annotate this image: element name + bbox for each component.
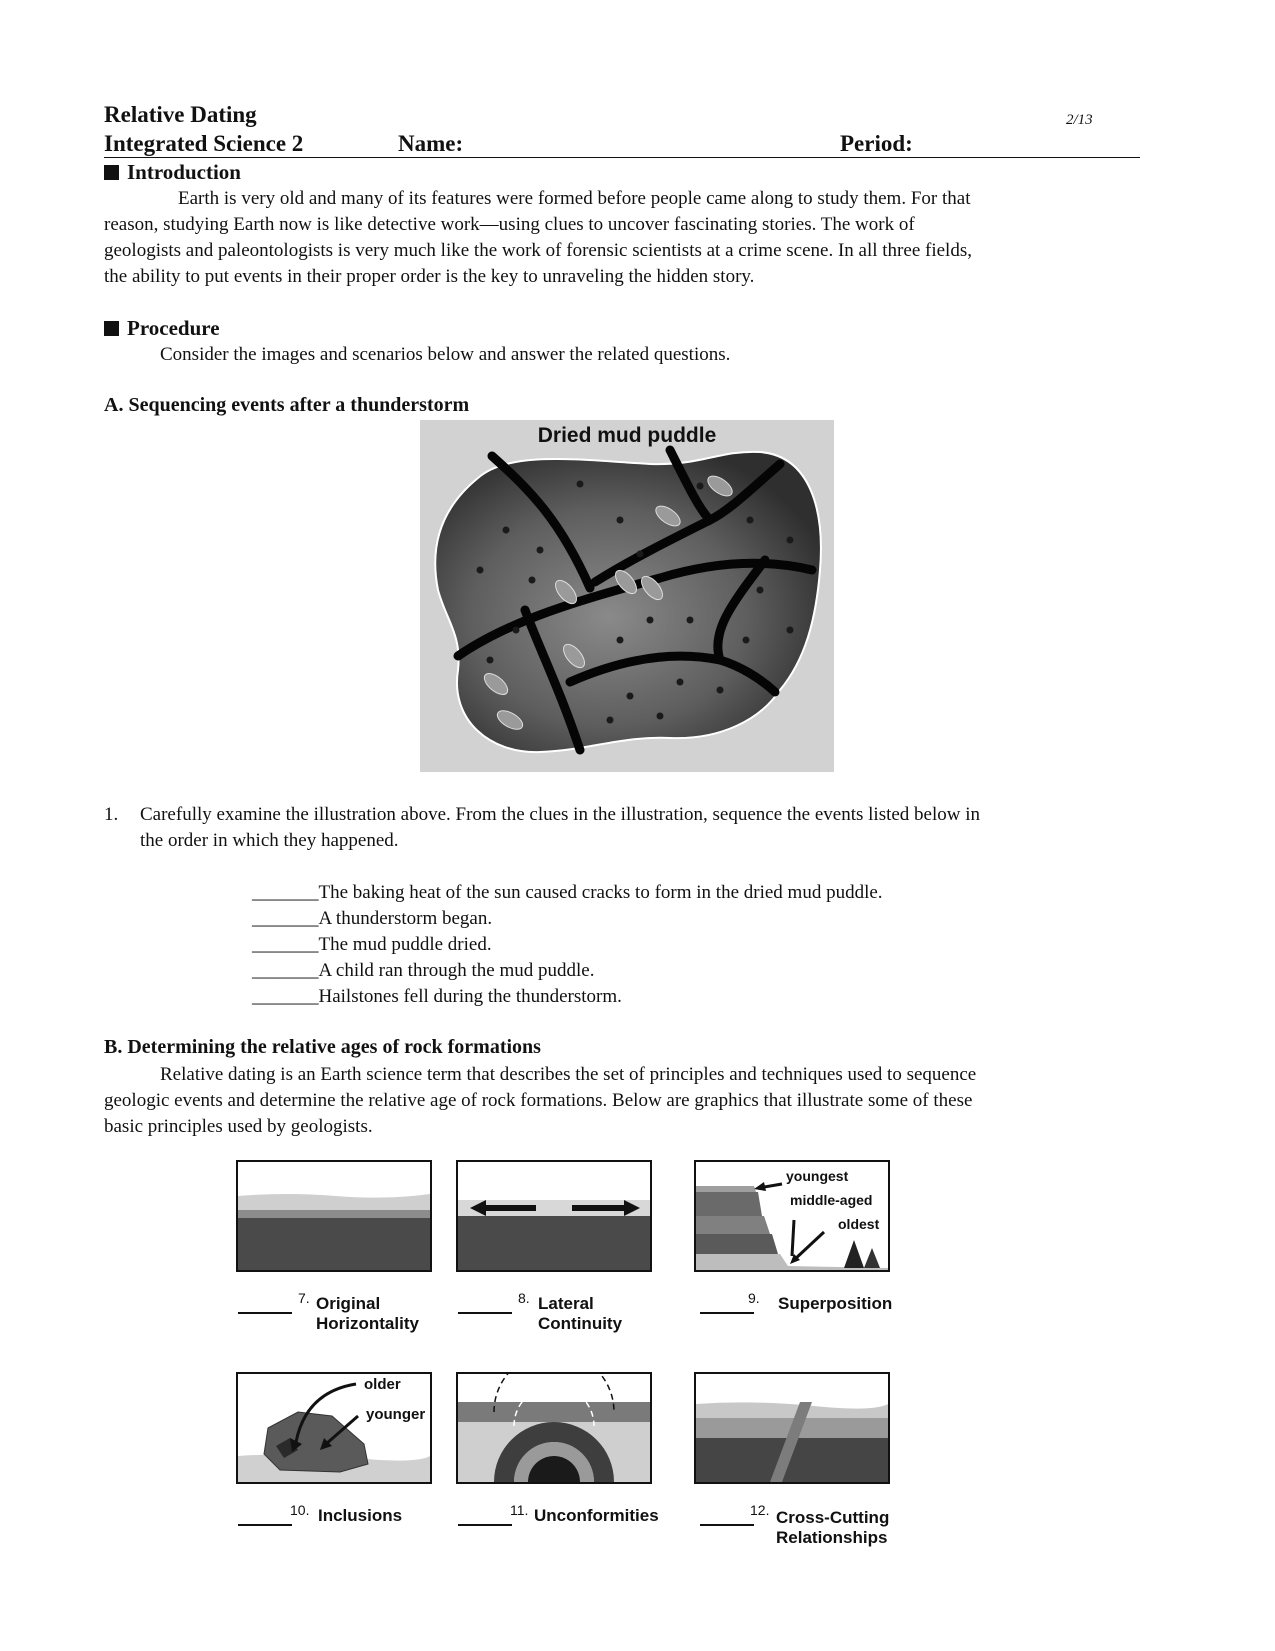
principle-12-label-2: Relationships <box>776 1528 888 1547</box>
older-annotation: older <box>364 1376 401 1393</box>
procedure-heading: Procedure <box>104 316 220 341</box>
intro-line-2: reason, studying Earth now is like detective work—using clues to uncover fascinating stories. The work of <box>104 214 915 235</box>
answer-blank-9[interactable] <box>700 1312 754 1314</box>
answer-blank-11[interactable] <box>458 1524 512 1526</box>
answer-blank-10[interactable] <box>238 1524 292 1526</box>
principle-12-number: 12. <box>750 1502 770 1518</box>
period-label: Period: <box>840 131 913 156</box>
principle-8-label-1: Lateral <box>538 1294 594 1313</box>
answer-blank-8[interactable] <box>458 1312 512 1314</box>
name-label: Name: <box>398 131 464 156</box>
principle-7-number: 7. <box>298 1290 310 1306</box>
unconformities-figure <box>456 1372 652 1484</box>
youngest-annotation: youngest <box>786 1168 849 1184</box>
section-b-line-1: Relative dating is an Earth science term that describes the set of principles and techniques used to sequence <box>160 1064 977 1085</box>
younger-annotation: younger <box>366 1406 426 1423</box>
introduction-heading: Introduction <box>104 160 241 185</box>
intro-line-4: the ability to put events in their proper order is the key to unraveling the hidden story. <box>104 266 755 287</box>
lateral-continuity-figure <box>456 1160 652 1272</box>
mud-puddle-figure <box>420 420 834 772</box>
question-1-line-1: Carefully examine the illustration above. From the clues in the illustration, sequence the events listed below in <box>140 804 981 825</box>
principle-9-label-1: Superposition <box>778 1294 893 1313</box>
oldest-annotation: oldest <box>838 1216 880 1232</box>
question-1-number: 1. <box>104 804 119 825</box>
principle-7-label-1: Original <box>316 1294 381 1313</box>
square-bullet-icon <box>104 321 119 336</box>
principle-10-number: 10. <box>290 1502 310 1518</box>
principle-7-label-2: Horizontality <box>316 1314 419 1333</box>
mud-puddle-drawing <box>420 420 834 772</box>
figure-title: Dried mud puddle <box>537 424 717 447</box>
event-item-4[interactable]: _______A child ran through the mud puddle. <box>252 960 595 981</box>
principle-11-number: 11. <box>510 1502 529 1518</box>
question-1-line-2: the order in which they happened. <box>140 830 399 851</box>
inclusions-figure <box>236 1372 432 1484</box>
section-b-line-2: geologic events and determine the relative age of rock formations. Below are graphics that illustrate some of these <box>104 1090 973 1111</box>
answer-blank-12[interactable] <box>700 1524 754 1526</box>
worksheet-title: Relative Dating <box>104 102 257 127</box>
principle-10-label-1: Inclusions <box>318 1506 403 1525</box>
section-a-heading: A. Sequencing events after a thunderstorm <box>104 394 470 416</box>
event-item-3[interactable]: _______The mud puddle dried. <box>252 934 492 955</box>
course-label: Integrated Science 2 <box>104 131 304 156</box>
original-horizontality-figure <box>236 1160 432 1272</box>
principle-8-label-2: Continuity <box>538 1314 623 1333</box>
principle-9-number: 9. <box>748 1290 760 1306</box>
date-label: 2/13 <box>1066 112 1093 128</box>
section-b-heading: B. Determining the relative ages of rock formations <box>104 1036 541 1058</box>
principle-11-label-1: Unconformities <box>534 1506 659 1525</box>
procedure-text: Consider the images and scenarios below and answer the related questions. <box>160 344 731 365</box>
principle-8-number: 8. <box>518 1290 530 1306</box>
middle-aged-annotation: middle-aged <box>790 1192 873 1208</box>
square-bullet-icon <box>104 165 119 180</box>
answer-blank-7[interactable] <box>238 1312 292 1314</box>
event-item-1[interactable]: _______The baking heat of the sun caused cracks to form in the dried mud puddle. <box>252 882 883 903</box>
header-rule <box>104 157 1140 158</box>
principle-12-label-1: Cross-Cutting <box>776 1508 890 1527</box>
intro-line-1: Earth is very old and many of its features were formed before people came along to study them. For that <box>178 188 971 209</box>
event-item-5[interactable]: _______Hailstones fell during the thunderstorm. <box>252 986 622 1007</box>
cross-cutting-figure <box>694 1372 890 1484</box>
event-item-2[interactable]: _______A thunderstorm began. <box>252 908 493 929</box>
intro-line-3: geologists and paleontologists is very much like the work of forensic scientists at a crime scene. In all three fields, <box>104 240 972 261</box>
section-b-line-3: basic principles used by geologists. <box>104 1116 373 1137</box>
